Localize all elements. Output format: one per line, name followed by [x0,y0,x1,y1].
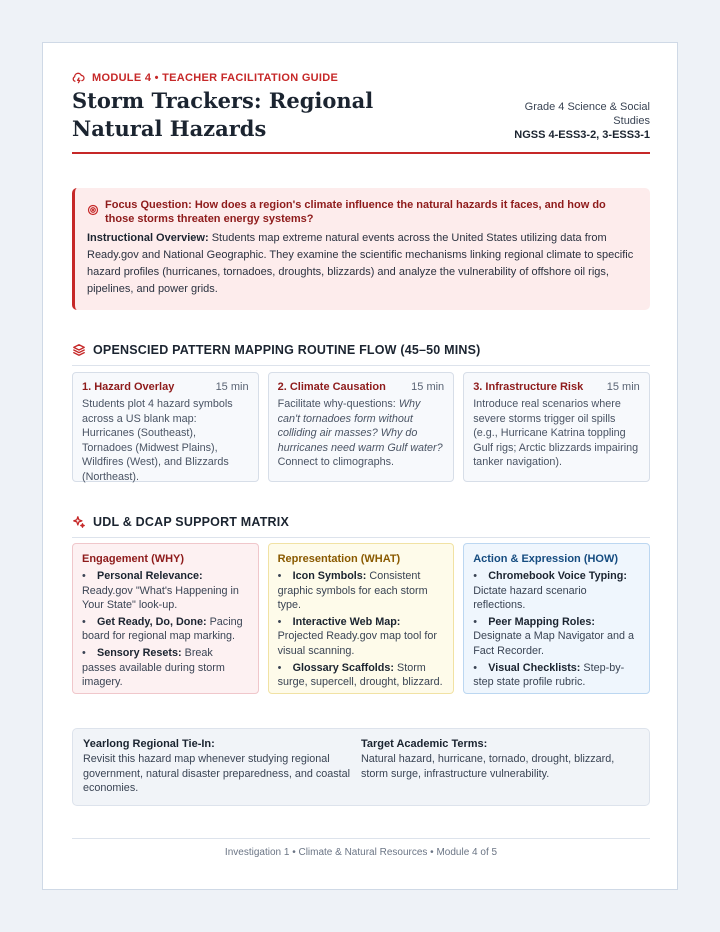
flow-card-body-questions: Why can't tornadoes form without colliding air masses? Why do hurricanes need warm Gulf water? [277,398,443,454]
udl-item [278,615,445,659]
udl-item-label: Sensory Resets: [97,646,182,659]
udl-item [82,646,249,690]
flow-card-body-pre: Facilitate why-questions: [277,398,399,410]
target-icon [87,204,99,216]
udl-item-text: Dictate hazard scenario reflections. [473,584,587,612]
module-eyebrow [72,71,338,85]
udl-item [473,569,640,613]
udl-item [82,569,249,613]
flow-card-infrastructure-risk [463,372,650,482]
focus-question-text: Focus Question: How does a region's climate influence the natural hazards it faces, and how do those storms threaten energy systems? [105,199,606,225]
sparkles-icon [72,515,86,529]
udl-item-text: Projected Ready.gov map tool for visual scanning. [277,630,438,657]
regional-tie-in [83,738,361,796]
udl-item-text: Ready.gov "What's Happening in Your State" look-up. [82,584,239,612]
udl-item-label: Visual Checklists: [488,661,581,674]
udl-item-label: Interactive Web Map: [292,615,401,628]
udl-item-text: Storm surge, supercell, drought, blizzard. [277,661,443,689]
udl-item-text: Pacing board for regional map marking. [82,615,243,643]
flow-card-time: 15 min [411,381,445,393]
udl-item [473,615,640,659]
udl-card-title: Engagement (WHY) [82,553,185,565]
flow-card-body [278,397,445,470]
flow-card-body-post: Connect to climographs. [277,456,395,469]
bullet: • [277,570,282,582]
flow-heading-text: OPENSCIED PATTERN MAPPING ROUTINE FLOW (45–50 MINS) [93,343,481,357]
terms-label: Target Academic Terms: [361,738,488,750]
udl-item [278,661,445,690]
grade-meta [500,100,650,142]
flow-card-body: Students plot 4 hazard symbols across a US blank map: Hurricanes (Southeast), Tornadoes (Midwest Plains), Wildfires (West), and Blizzards (Northeast). [82,398,233,483]
flow-card-time: 15 min [606,381,640,393]
flow-card-time: 15 min [215,381,249,393]
bullet: • [277,615,282,628]
flow-heading [72,343,650,366]
flow-card-title: 2. Climate Causation [277,381,386,393]
grade-level: Grade 4 Science & Social Studies [524,101,650,127]
udl-item-label: Get Ready, Do, Done: [97,615,207,628]
udl-card-engagement [72,543,259,694]
flow-card-body: Introduce real scenarios where severe storms trigger oil spills (e.g., Hurricane Katrina toppling Gulf rigs; Arctic blizzards impairing tanker navigation). [473,398,639,469]
tie-in-text: Revisit this hazard map whenever studying regional government, natural disaster preparedness, and coastal economies. [83,753,351,795]
udl-item [82,615,249,644]
udl-item-text: Consistent graphic symbols for each storm type. [277,570,428,612]
udl-item-text: Designate a Map Navigator and a Fact Recorder. [473,630,635,657]
routine-flow [72,372,650,482]
udl-item-label: Icon Symbols: [292,570,367,582]
udl-card-action-expression [463,543,650,694]
udl-heading [72,515,650,538]
udl-item-label: Glossary Scaffolds: [292,661,394,674]
udl-heading-text: UDL & DCAP SUPPORT MATRIX [93,515,289,529]
cloud-lightning-icon [72,71,86,85]
bullet: • [82,646,86,659]
udl-item-text: Step-by-step state profile rubric. [473,661,625,689]
footer-divider [72,838,650,839]
overview-text: Students map extreme natural events across the United States utilizing data from Ready.gov and National Geographic. They examine the scientific mechanisms linking regional climate to specific hazard profiles (hurricanes, tornadoes, droughts, blizzards) and analyze the vulnerability of offshore oil rigs, pipelines, and power grids. [87,232,634,295]
udl-card-title: Representation (WHAT) [277,553,401,565]
udl-item-label: Chromebook Voice Typing: [488,570,627,582]
udl-card-title: Action & Expression (HOW) [473,553,619,565]
tie-in-box [72,728,650,806]
overview-label: Instructional Overview: [87,232,209,244]
eyebrow-text: MODULE 4 • TEACHER FACILITATION GUIDE [92,72,339,84]
page-footer: Investigation 1 • Climate & Natural Resources • Module 4 of 5 [224,847,498,858]
udl-item-label: Personal Relevance: [97,570,203,582]
bullet: • [82,570,86,582]
udl-matrix [72,543,650,694]
flow-card-title: 3. Infrastructure Risk [473,381,584,393]
tie-in-label: Yearlong Regional Tie-In: [83,738,215,750]
udl-card-representation [268,543,455,694]
bullet: • [82,615,86,628]
udl-item [473,661,640,690]
focus-question [87,198,638,226]
focus-box [72,188,650,310]
bullet: • [473,615,477,628]
bullet: • [277,661,282,674]
header-divider [72,152,650,154]
page-title: Storm Trackers: Regional Natural Hazards [72,88,374,141]
terms-text: Natural hazard, hurricane, tornado, drought, blizzard, storm surge, infrastructure vulnerability. [361,753,615,780]
flow-card-hazard-overlay [72,372,259,482]
bullet: • [473,661,477,674]
standards: NGSS 4-ESS3-2, 3-ESS3-1 [514,129,650,141]
udl-item-label: Peer Mapping Roles: [488,615,595,628]
guide-page [42,42,678,890]
flow-card-title: 1. Hazard Overlay [82,381,175,393]
instructional-overview [87,230,638,298]
udl-item [278,569,445,613]
academic-terms [361,738,639,796]
bullet: • [473,570,477,582]
udl-item-text: Break passes available during storm imagery. [82,646,225,689]
layers-icon [72,343,86,357]
flow-card-climate-causation [268,372,455,482]
